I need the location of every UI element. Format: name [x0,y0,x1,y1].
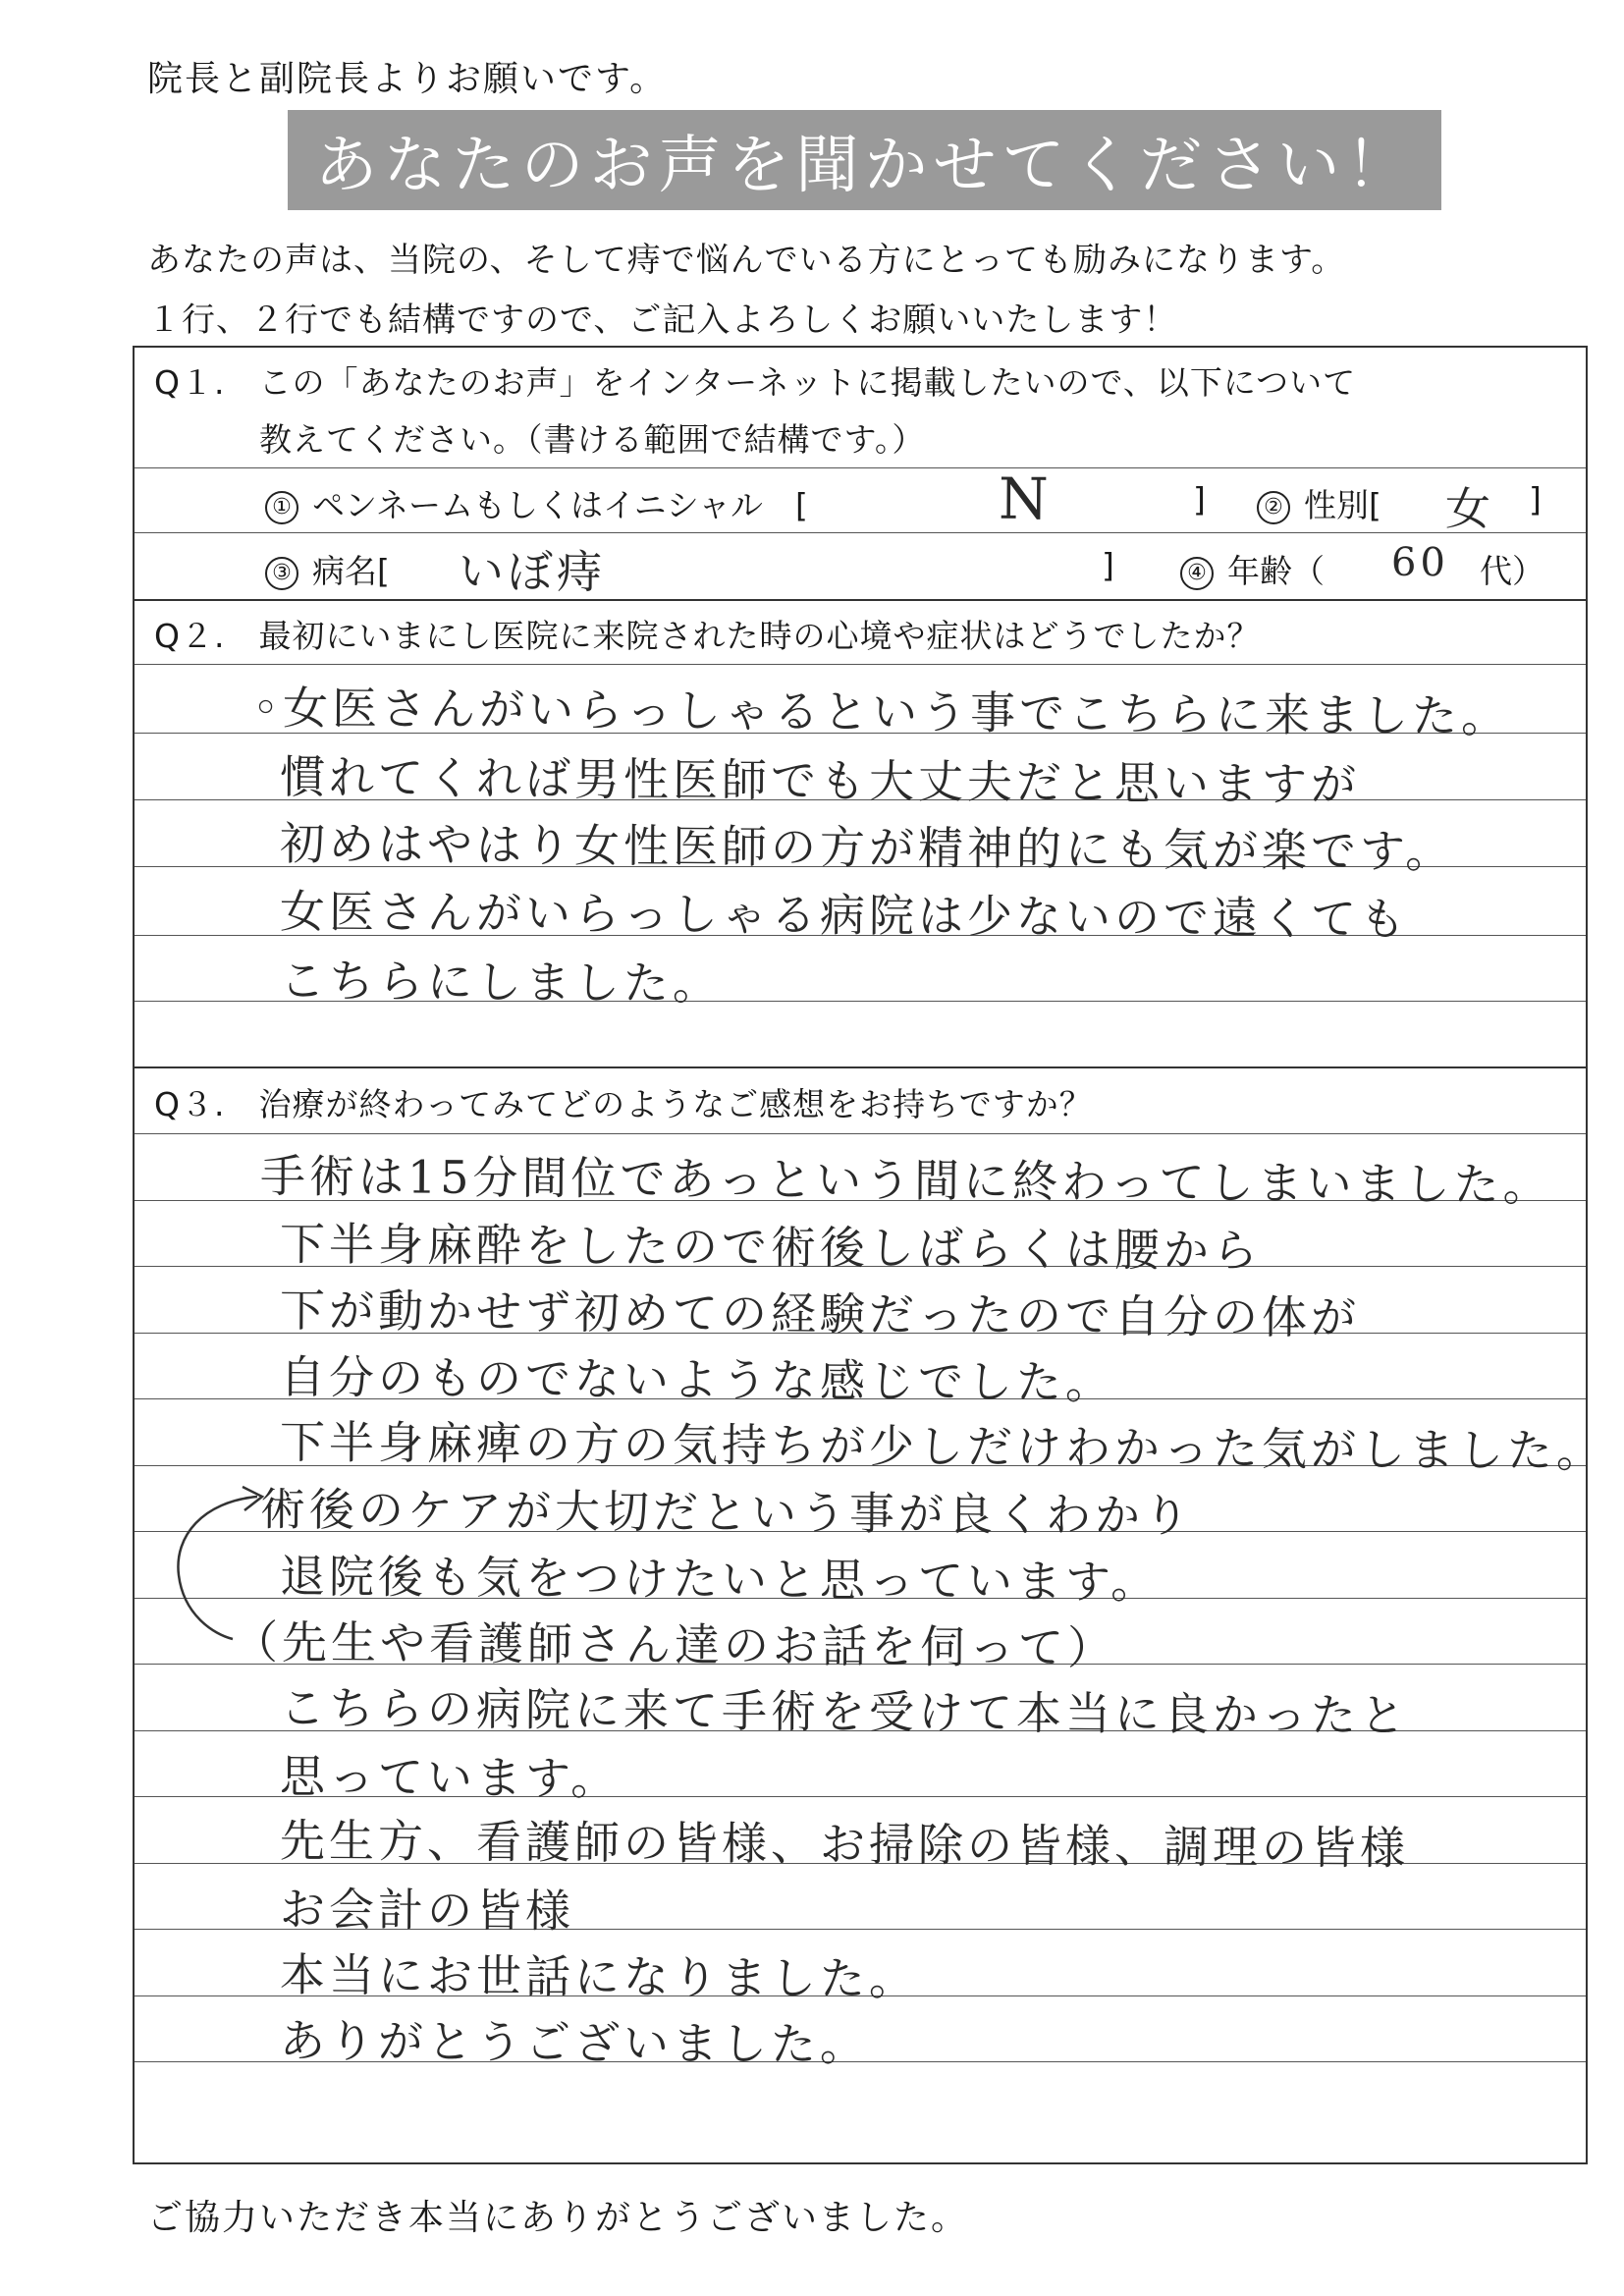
intro-line-2: １行、２行でも結構ですので、ご記入よろしくお願いいたします！ [147,301,1178,340]
q3-answer-line[interactable]: 退院後も気をつけたいと思っています。 [279,1549,1161,1610]
q3-answer-line[interactable]: 下半身麻痺の方の気持ちが少しだけわかった気がしました。 [279,1415,1606,1478]
q3-answer-line[interactable]: 自分のものでないような感じでした。 [279,1350,1115,1409]
q2-answer-line[interactable]: 慣れてくれば男性医師でも大丈夫だと思いますが [279,750,1361,811]
q3-answer-line[interactable]: 思っています。 [279,1749,621,1806]
q1-item3 [265,546,390,592]
disease-close-bracket: ] [1102,546,1114,584]
q3-answer-line[interactable]: 術後のケアが大切だという事が良くわかり [259,1482,1194,1543]
q1-question-line-1: Q１. この「あなたのお声」をインターネットに掲載したいので、以下について [154,363,1357,402]
penname-value[interactable]: N [998,465,1053,533]
q3-answer-line[interactable]: （先生や看護師さん達のお話を伺って） [232,1614,1117,1675]
q1-question-line-2: 教えてください。（書ける範囲で結構です。） [259,420,926,459]
item1-number: ① [265,491,298,524]
q1-item4 [1180,546,1325,592]
q3-answer-line[interactable]: お会計の皆様 [279,1882,575,1939]
q3-question: Q３. 治療が終わってみてどのようなご感想をお持ちですか？ [154,1085,1093,1123]
header-request-line: 院長と副院長よりお願いです。 [147,59,668,99]
form-rule [135,664,1586,665]
item3-number: ③ [265,557,298,590]
q2-question: Q２. 最初にいまにし医院に来院された時の心境や症状はどうでしたか？ [154,617,1261,655]
q3-answer-line[interactable]: こちらの病院に来て手術を受けて本当に良かったと [279,1680,1410,1743]
q3-answer-line[interactable]: ありがとうございました。 [279,2013,870,2072]
intro-line-1: あなたの声は、当院の、そして痔で悩んでいる方にとっても励みになります。 [147,241,1346,280]
title-banner [288,110,1441,210]
survey-form [133,346,1606,2164]
banner-title: あなたのお声を聞かせてください！ [314,130,1415,202]
gender-label: 性別[ [1304,486,1381,524]
q3-answer-line[interactable]: 下が動かせず初めての経験だったので自分の体が [279,1284,1361,1344]
footer-thanks: ご協力いただき本当にありがとうございました。 [147,2198,969,2238]
disease-label: 病名[ [312,552,390,590]
handdrawn-arrow-icon [164,1467,272,1664]
penname-close-bracket: ] [1193,480,1206,519]
gender-value[interactable]: 女 [1444,481,1495,536]
form-rule [135,1133,1586,1134]
q2-answer-line[interactable]: 初めはやはり女性医師の方が精神的にも気が楽です。 [279,816,1455,879]
section-divider [135,1066,1586,1068]
q2-answer-line[interactable]: 女医さんがいらっしゃる病院は少ないので遠くても [279,884,1410,947]
item4-number: ④ [1180,557,1214,590]
form-rule [135,532,1586,533]
q2-answer-line[interactable]: ◦女医さんがいらっしゃるという事でこちらに来ました。 [251,681,1511,743]
age-close: 代） [1480,552,1544,590]
q1-item2 [1257,480,1381,526]
q3-answer-line[interactable]: 手術は15分間位であっという間に終わってしまいました。 [259,1149,1552,1212]
form-rule [135,467,1586,468]
q3-answer-line[interactable]: 下半身麻酔をしたので術後しばらくは腰から [279,1217,1263,1278]
q3-answer-line[interactable]: 先生方、看護師の皆様、お掃除の皆様、調理の皆様 [279,1813,1410,1876]
q1-item1 [265,480,808,526]
section-divider [135,599,1586,601]
q3-answer-line[interactable]: 本当にお世話になりました。 [279,1947,919,2006]
age-value[interactable]: 60 [1390,539,1450,586]
item2-number: ② [1257,491,1290,524]
disease-value[interactable]: いぼ痔 [458,544,607,599]
penname-label: ペンネームもしくはイニシャル [ [312,486,808,524]
gender-close-bracket: ] [1529,480,1542,519]
q2-answer-line[interactable]: こちらにしました。 [279,954,723,1011]
age-label: 年齢（ [1227,552,1325,590]
